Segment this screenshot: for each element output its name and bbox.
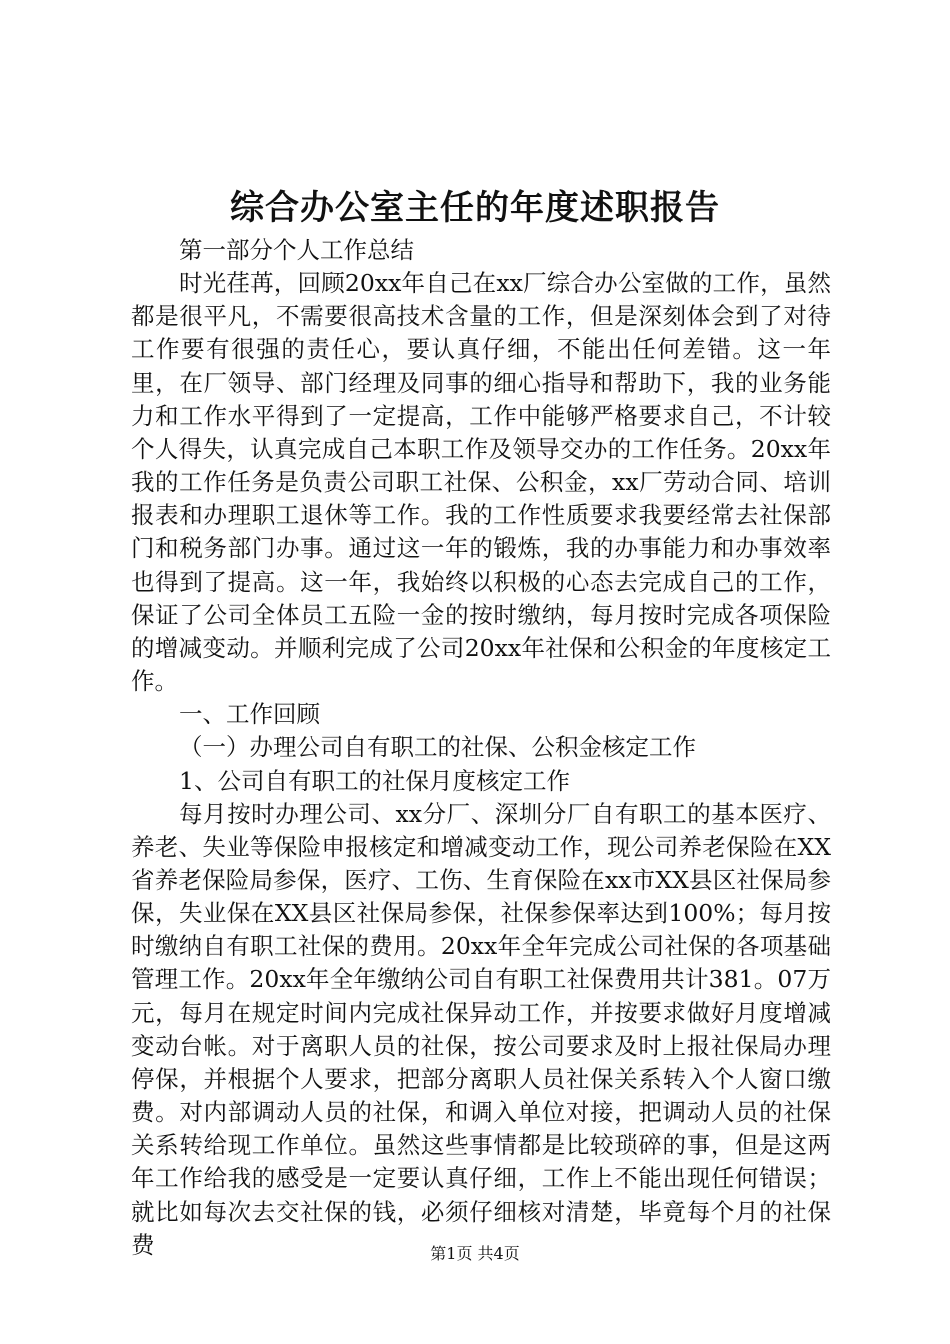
item-heading: 1、公司自有职工的社保月度核定工作 [179, 766, 570, 795]
section-heading: 第一部分个人工作总结 [179, 236, 414, 264]
document-title: 综合办公室主任的年度述职报告 [230, 188, 720, 228]
document-body [131, 234, 831, 1262]
section-heading: 一、工作回顾 [179, 700, 320, 729]
body-paragraph: 时光荏苒，回顾20xx年自己在xx厂综合办公室做的工作，虽然都是很平凡，不需要很高技术含量的工作，但是深刻体会到了对待工作要有很强的责任心，要认真仔细，不能出任何差错。这一年里，在厂领导、部门经理及同事的细心指导和帮助下，我的业务能力和工作水平得到了一定提高，工作中能够严格要求自己，不计较个人得失，认真完成自己本职工作及领导交办的工作任务。20xx年我的工作任务是负责公司职工社保、公积金，xx厂劳动合同、培训报表和办理职工退休等工作。我的工作性质要求我要经常去社保部门和税务部门办事。通过这一年的锻炼，我的办事能力和办事效率也得到了提高。这一年，我始终以积极的心态去完成自己的工作，保证了公司全体员工五险一金的按时缴纳，每月按时完成各项保险的增减变动。并顺利完成了公司20xx年社保和公积金的年度核定工作。 [131, 269, 831, 696]
page-footer: 第1页 共4页 [430, 1244, 520, 1263]
body-paragraph: 每月按时办理公司、xx分厂、深圳分厂自有职工的基本医疗、养老、失业等保险申报核定和增减变动工作，现公司养老保险在XX省养老保险局参保，医疗、工伤、生育保险在xx市XX县区社保局参保，失业保在XX县区社保局参保，社保参保率达到100%；每月按时缴纳自有职工社保的费用。20xx年全年完成公司社保的各项基础管理工作。20xx年全年缴纳公司自有职工社保费用共计381。07万元，每月在规定时间内完成社保异动工作，并按要求做好月度增减变动台帐。对于离职人员的社保，按公司要求及时上报社保局办理停保，并根据个人要求，把部分离职人员社保关系转入个人窗口缴费。对内部调动人员的社保，和调入单位对接，把调动人员的社保关系转给现工作单位。虽然这些事情都是比较琐碎的事，但是这两年工作给我的感受是一定要认真仔细，工作上不能出现任何错误；就比如每次去交社保的钱，必须仔细核对清楚，毕竟每个月的社保费 [131, 799, 831, 1259]
subsection-heading: （一）办理公司自有职工的社保、公积金核定工作 [179, 733, 696, 762]
